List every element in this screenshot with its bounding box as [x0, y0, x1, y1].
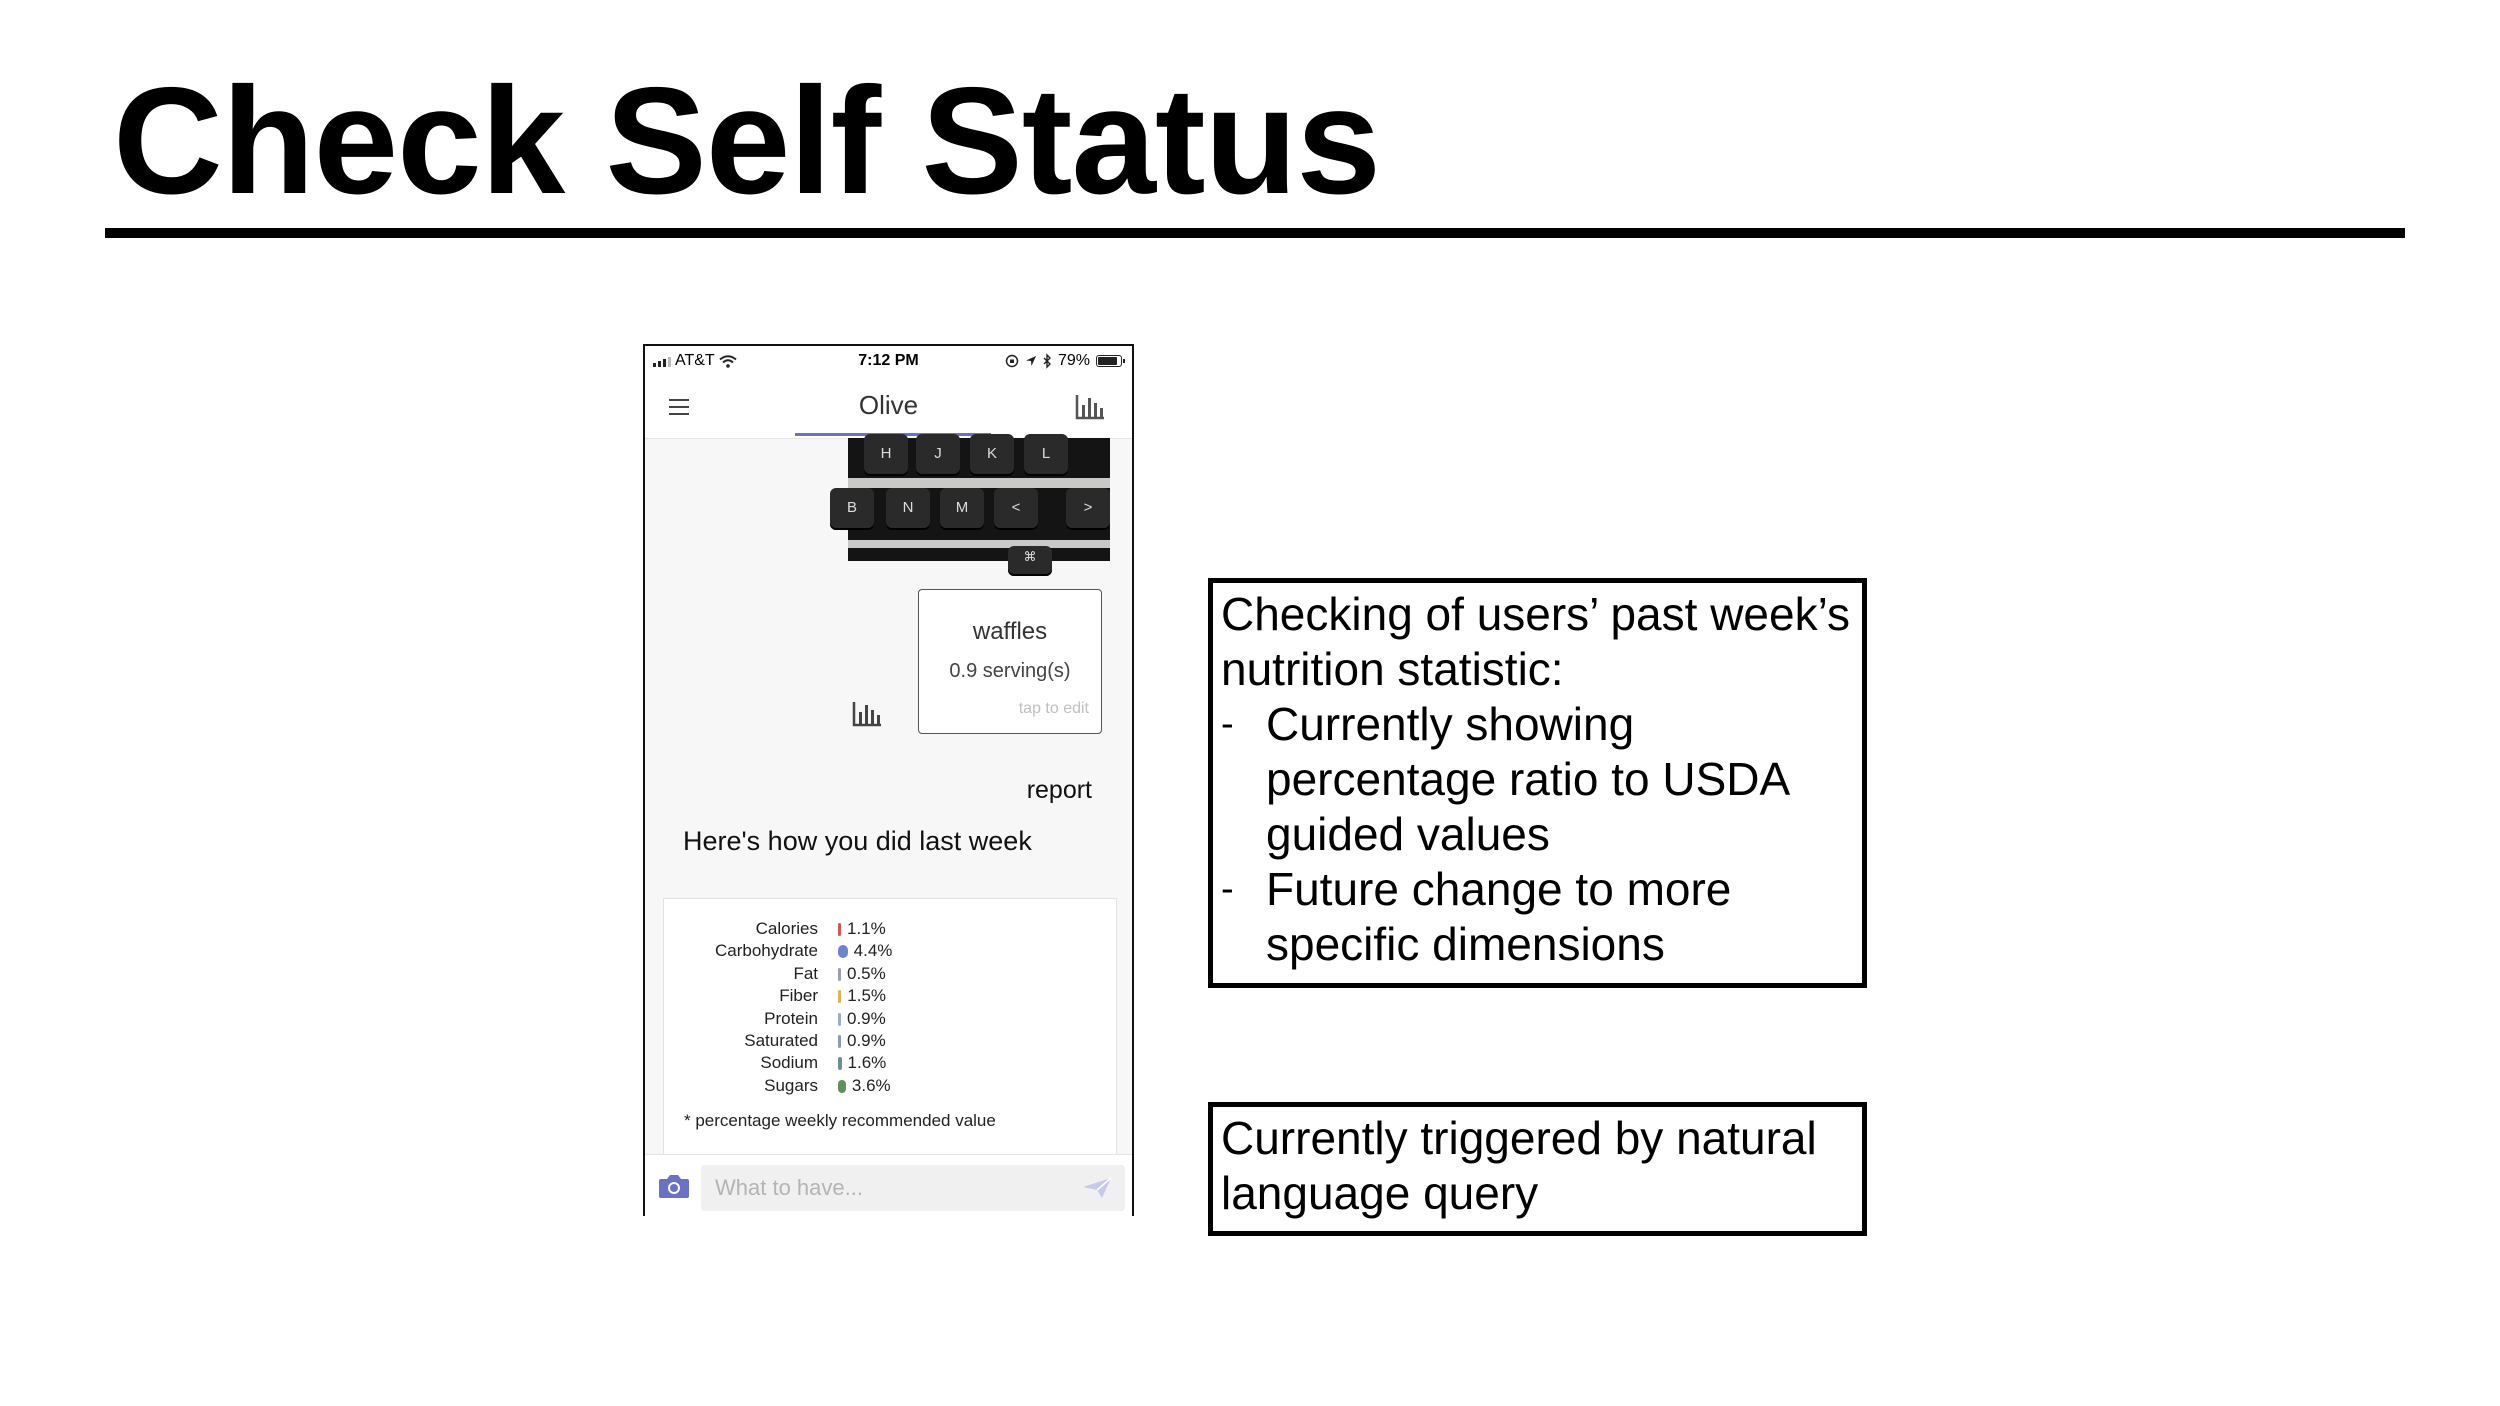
key-j: J: [916, 434, 960, 476]
callout-status-description: [1208, 578, 1867, 988]
stat-row: [664, 1076, 1116, 1098]
stat-value: 0.5%: [847, 963, 886, 983]
slide-title: Check Self Status: [113, 56, 1380, 226]
callout-text: language query: [1221, 1167, 1539, 1219]
stat-name: Sugars: [764, 1075, 818, 1095]
bot-message: Here's how you did last week: [683, 826, 1032, 856]
tap-to-edit-hint: tap to edit: [1018, 700, 1089, 717]
title-divider: [105, 228, 2405, 238]
key-h: H: [864, 434, 908, 476]
status-time: 7:12 PM: [858, 352, 919, 369]
stat-row: [664, 986, 1116, 1008]
nav-bar: [645, 376, 1132, 439]
stat-row: [664, 1031, 1116, 1053]
nav-title[interactable]: Olive: [858, 390, 919, 420]
send-icon[interactable]: [1082, 1177, 1112, 1199]
stat-bar: [838, 1013, 841, 1026]
callout-bullet: [1221, 697, 1854, 862]
battery-icon: [1096, 355, 1122, 367]
stat-value: 4.4%: [853, 941, 893, 961]
key-n: N: [886, 488, 930, 530]
stat-name: Fiber: [779, 986, 818, 1006]
stat-value: 0.9%: [847, 1031, 886, 1050]
location-icon: [1025, 355, 1037, 367]
key-m: M: [940, 488, 984, 530]
battery-percent: 79%: [1057, 352, 1090, 369]
key-b: B: [830, 488, 874, 530]
stat-name: Protein: [764, 1008, 818, 1028]
callout-text: Future change to more: [1266, 863, 1732, 915]
stat-row: [664, 964, 1116, 986]
carrier-label: AT&T: [675, 352, 715, 369]
stat-bar: [838, 1057, 842, 1070]
stat-bar: [838, 923, 841, 936]
key-period: >: [1066, 488, 1110, 530]
callout-trigger-description: [1208, 1102, 1867, 1236]
stat-value: 1.6%: [847, 1053, 887, 1073]
stat-value: 1.1%: [847, 919, 886, 938]
callout-text: specific dimensions: [1266, 918, 1665, 970]
key-cmd: ⌘: [1008, 546, 1052, 576]
callout-text: Checking of users’ past week’s: [1221, 588, 1850, 640]
stat-row: [664, 941, 1116, 963]
status-bar: [645, 346, 1132, 376]
stat-name: Fat: [793, 963, 818, 983]
callout-text: percentage ratio to USDA: [1266, 753, 1791, 805]
callout-text: Currently triggered by natural: [1221, 1112, 1817, 1164]
bar-chart-icon[interactable]: [852, 701, 882, 727]
stat-bar: [838, 968, 841, 981]
key-k: K: [970, 434, 1014, 476]
stat-value: 0.9%: [847, 1008, 886, 1028]
bluetooth-icon: [1043, 354, 1052, 368]
phone-screenshot: [643, 344, 1134, 1216]
stat-name: Sodium: [760, 1053, 818, 1073]
stats-footnote: * percentage weekly recommended value: [684, 1111, 996, 1130]
callout-text: guided values: [1266, 808, 1550, 860]
callout-text: nutrition statistic:: [1221, 643, 1564, 695]
key-l: L: [1024, 434, 1068, 476]
stat-row: [664, 1053, 1116, 1075]
user-message: report: [1026, 776, 1092, 804]
stat-name: Saturated: [744, 1031, 818, 1050]
stat-bar: [838, 990, 841, 1003]
food-entry-card[interactable]: [918, 589, 1102, 734]
stat-value: 1.5%: [847, 986, 887, 1006]
bullet-dash: -: [1221, 703, 1234, 745]
stat-bar: [838, 1080, 846, 1093]
key-comma: <: [994, 488, 1038, 530]
food-name: waffles: [972, 618, 1048, 645]
stat-name: Carbohydrate: [714, 941, 818, 961]
stat-value: 3.6%: [851, 1075, 891, 1095]
food-photo[interactable]: [846, 438, 1110, 564]
stat-name: Calories: [755, 919, 818, 938]
orientation-lock-icon: [1005, 354, 1019, 368]
stat-bar: [838, 1035, 841, 1048]
nutrition-stats-card: [663, 898, 1117, 1156]
callout-text: Currently showing: [1266, 698, 1635, 750]
camera-icon[interactable]: [658, 1173, 690, 1199]
stat-row: [664, 919, 1116, 941]
bar-chart-icon[interactable]: [1075, 394, 1105, 420]
food-input[interactable]: [701, 1165, 1125, 1211]
bullet-dash: -: [1221, 868, 1234, 910]
callout-bullet: [1221, 862, 1854, 972]
food-serving: 0.9 serving(s): [949, 660, 1071, 682]
stat-bar: [838, 945, 848, 958]
stat-row: [664, 1009, 1116, 1031]
input-bar: [645, 1154, 1132, 1219]
